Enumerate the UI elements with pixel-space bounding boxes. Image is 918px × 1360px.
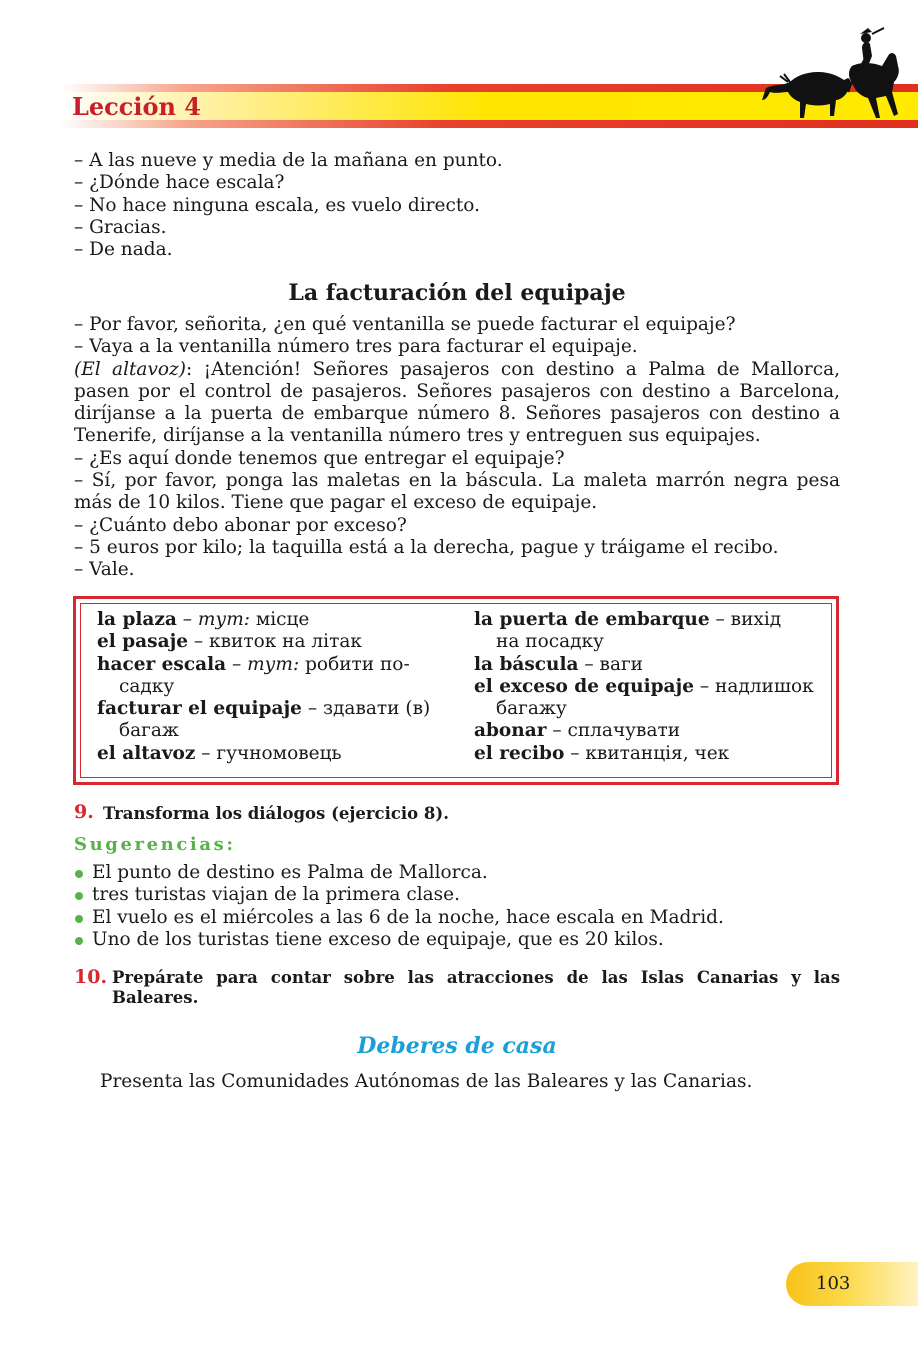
bullet-dot-icon [75,915,83,923]
vocab-translation: ваги [599,653,644,675]
vocab-entry [474,743,820,765]
vocab-entry [97,654,441,676]
bullet-dot-icon [75,870,83,878]
vocab-term: hacer escala [97,653,227,675]
dialogue-line: – ¿Dónde hace escala? [74,172,285,194]
dialogue-line: – Gracias. [74,216,167,238]
dialogue-line: – 5 euros por kilo; la taquilla está a la derecha, pague y tráigame el recibo. [74,536,779,558]
vocab-term: la báscula [474,653,579,675]
suggestions-title: Sugerencias: [74,834,236,855]
vocabulary-right-column [474,609,820,765]
section-title: La facturación del equipaje [288,280,626,306]
vocab-continuation: на посадку [496,631,604,653]
dialogue-top [74,150,840,261]
bullfighter-silhouette-icon [760,26,910,126]
vocab-dash: – [694,675,716,697]
dialogue-line: – ¿Cuánto debo abonar por exceso? [74,514,407,536]
list-item-text: Uno de los turistas tiene exceso de equipaje, que es 20 kilos. [92,928,664,950]
vocab-term: la puerta de embarque [474,609,710,630]
vocab-entry [474,654,820,676]
list-item-text: tres turistas viajan de la primera clase. [92,884,460,906]
bullet-dot-icon [75,937,83,945]
section-dialogue [74,314,840,582]
vocab-dash: – [301,698,323,720]
vocab-entry [97,631,441,653]
vocab-entry [474,720,820,742]
lesson-title: Lección 4 [72,92,201,121]
dialogue-line: – Vale. [74,559,135,581]
vocab-translation: робити по- [299,653,410,675]
vocab-term: la plaza [97,609,177,630]
list-item [74,929,724,951]
page-number-tab [786,1262,918,1306]
vocab-entry [474,609,820,631]
homework-title: Deberes de casa [357,1033,557,1059]
vocab-continuation: багажу [496,698,567,720]
vocab-translation: здавати (в) [322,698,431,720]
vocab-dash: – [188,631,210,653]
list-item-text: El vuelo es el miércoles a las 6 de la noche, hace escala en Madrid. [92,906,724,928]
vocab-continuation: садку [119,675,175,697]
vocab-entry [474,676,820,698]
exercise-9-number: 9. [74,801,94,823]
list-item [74,862,724,884]
vocab-translation: квитанція, чек [585,742,730,764]
vocab-translation: місце [249,609,310,630]
announcer-label: (El altavoz) [74,358,187,380]
vocabulary-left-column [97,609,441,765]
vocab-entry [97,743,441,765]
vocab-term: el exceso de equipaje [474,675,694,697]
dialogue-line: – No hace ninguna escala, es vuelo directo. [74,194,480,216]
vocab-continuation: багаж [119,720,179,742]
vocab-translation: надлишок [715,675,814,697]
vocab-entry [97,698,441,720]
vocab-term: facturar el equipaje [97,698,302,720]
vocab-term: abonar [474,720,547,742]
vocab-dash: – [578,653,600,675]
exercise-9-text: Transforma los diálogos (ejercicio 8). [103,804,449,823]
vocab-translation: квиток на літак [209,631,362,653]
exercise-10-text: Prepárate para contar sobre las atracciones de las Islas Canarias y las Baleares. [112,968,840,1007]
vocab-term: el recibo [474,742,565,764]
vocab-term: el altavoz [97,742,196,764]
vocab-dash: – [546,720,568,742]
vocab-dash: – [226,653,248,675]
dialogue-line: – A las nueve y media de la mañana en punto. [74,150,503,171]
announcer-text: : ¡Atención! Señores pasajeros con destino a Palma de Mallorca, pasen por el control de pasajeros. Señores pasajeros con destino a Barcelona, diríjanse a la puerta de embarque número 8. Señores pasajeros con destino a Tenerife, diríjanse a la ventanilla número tres y entreguen sus equipajes. [74,358,841,447]
suggestions-list [74,862,724,951]
list-item [74,884,724,906]
vocab-note: тут: [197,609,250,630]
vocab-term: el pasaje [97,631,189,653]
dialogue-line: – Por favor, señorita, ¿en qué ventanilla se puede facturar el equipaje? [74,314,736,335]
vocab-dash: – [709,609,731,630]
list-item [74,907,724,929]
dialogue-line: – ¿Es aquí donde tenemos que entregar el equipaje? [74,447,565,469]
dialogue-line: – Sí, por favor, ponga las maletas en la báscula. La maleta marrón negra pesa más de 10 kilos. Tiene que pagar el exceso de equipaje. [74,470,840,514]
vocab-note: тут: [247,653,300,675]
vocab-entry [97,609,441,631]
vocab-translation: гучномовець [216,742,342,764]
vocab-dash: – [195,742,217,764]
vocabulary-box [73,596,839,785]
page-number: 103 [816,1273,851,1294]
vocab-dash: – [564,742,586,764]
homework-text: Presenta las Comunidades Autónomas de las Baleares y las Canarias. [100,1071,753,1092]
vocab-translation: сплачувати [567,720,681,742]
bullet-dot-icon [75,892,83,900]
announcer-paragraph [74,359,840,448]
vocab-translation: вихід [730,609,782,630]
vocab-dash: – [176,609,198,630]
exercise-10-number: 10. [74,966,108,988]
dialogue-line: – De nada. [74,239,173,261]
list-item-text: El punto de destino es Palma de Mallorca. [92,862,488,883]
dialogue-line: – Vaya a la ventanilla número tres para facturar el equipaje. [74,336,638,358]
